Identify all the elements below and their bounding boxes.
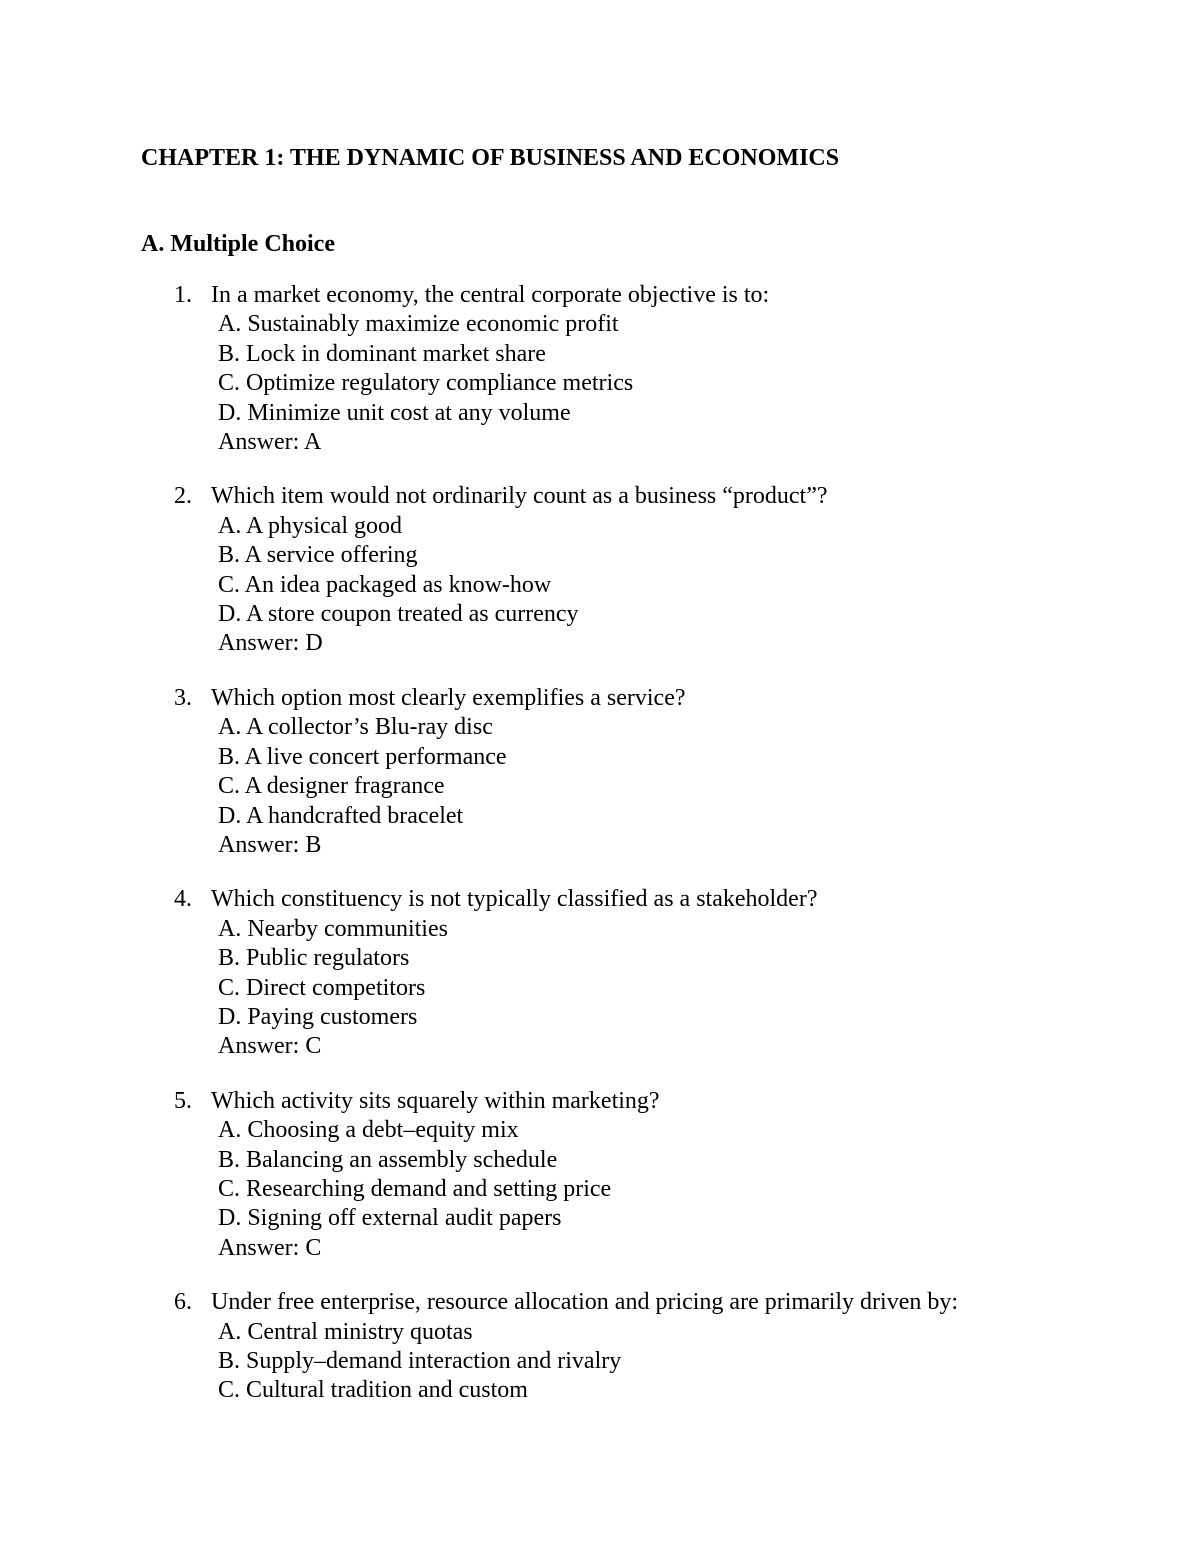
question-number: 3.	[174, 684, 192, 711]
answer-option: B. Lock in dominant market share	[218, 340, 546, 367]
answer-option: A. A physical good	[218, 512, 402, 539]
question-number: 5.	[174, 1087, 192, 1114]
chapter-title: CHAPTER 1: THE DYNAMIC OF BUSINESS AND ECONOMICS	[141, 145, 840, 171]
question-text: Which constituency is not typically classified as a stakeholder?	[211, 886, 818, 913]
answer-key: Answer: C	[218, 1234, 322, 1261]
answer-option: B. Balancing an assembly schedule	[218, 1146, 558, 1173]
answer-option: B. A live concert performance	[218, 743, 507, 770]
answer-key: Answer: C	[218, 1033, 322, 1060]
question-stem	[141, 1087, 1141, 1116]
question-text: Which item would not ordinarily count as a business “product”?	[211, 483, 828, 510]
answer-option: D. Paying customers	[218, 1003, 418, 1030]
question-stem	[141, 281, 1141, 310]
answer-option: C. Researching demand and setting price	[218, 1175, 612, 1202]
answer-option: B. A service offering	[218, 542, 418, 569]
question-item	[141, 885, 1141, 1061]
answer-option: C. Optimize regulatory compliance metrics	[218, 370, 634, 397]
answer-key: Answer: A	[218, 429, 322, 456]
question-text: Which option most clearly exemplifies a service?	[211, 684, 686, 711]
question-item	[141, 281, 1141, 457]
question-stem	[141, 1288, 1141, 1317]
answer-key: Answer: B	[218, 831, 322, 858]
answer-option: A. Choosing a debt–equity mix	[218, 1117, 519, 1144]
answer-option: C. Direct competitors	[218, 974, 426, 1001]
question-number: 6.	[174, 1289, 192, 1316]
answer-option: B. Supply–demand interaction and rivalry	[218, 1348, 622, 1374]
answer-option: A. Sustainably maximize economic profit	[218, 311, 619, 338]
question-list	[141, 281, 1141, 1431]
question-number: 2.	[174, 483, 192, 510]
answer-option: A. A collector’s Blu-ray disc	[218, 714, 493, 741]
answer-option: D. Minimize unit cost at any volume	[218, 399, 571, 426]
question-item	[141, 684, 1141, 860]
answer-option: C. Cultural tradition and custom	[218, 1377, 528, 1404]
answer-option: A. Central ministry quotas	[218, 1318, 473, 1345]
question-stem	[141, 885, 1141, 914]
question-text: In a market economy, the central corporate objective is to:	[211, 282, 770, 308]
answer-option: D. A store coupon treated as currency	[218, 601, 579, 628]
answer-option: A. Nearby communities	[218, 915, 448, 942]
question-item	[141, 1288, 1141, 1406]
answer-key: Answer: D	[218, 630, 323, 657]
answer-option: C. A designer fragrance	[218, 773, 445, 800]
section-heading: A. Multiple Choice	[141, 231, 335, 257]
answer-option: B. Public regulators	[218, 945, 410, 972]
answer-option: D. A handcrafted bracelet	[218, 802, 464, 829]
question-number: 1.	[174, 282, 192, 308]
answer-option: C. An idea packaged as know-how	[218, 571, 552, 598]
question-item	[141, 482, 1141, 658]
question-stem	[141, 684, 1141, 713]
question-number: 4.	[174, 886, 192, 913]
question-text: Which activity sits squarely within marketing?	[211, 1087, 660, 1114]
answer-option: D. Signing off external audit papers	[218, 1205, 562, 1232]
question-text: Under free enterprise, resource allocation and pricing are primarily driven by:	[211, 1289, 959, 1316]
question-item	[141, 1087, 1141, 1263]
question-stem	[141, 482, 1141, 511]
